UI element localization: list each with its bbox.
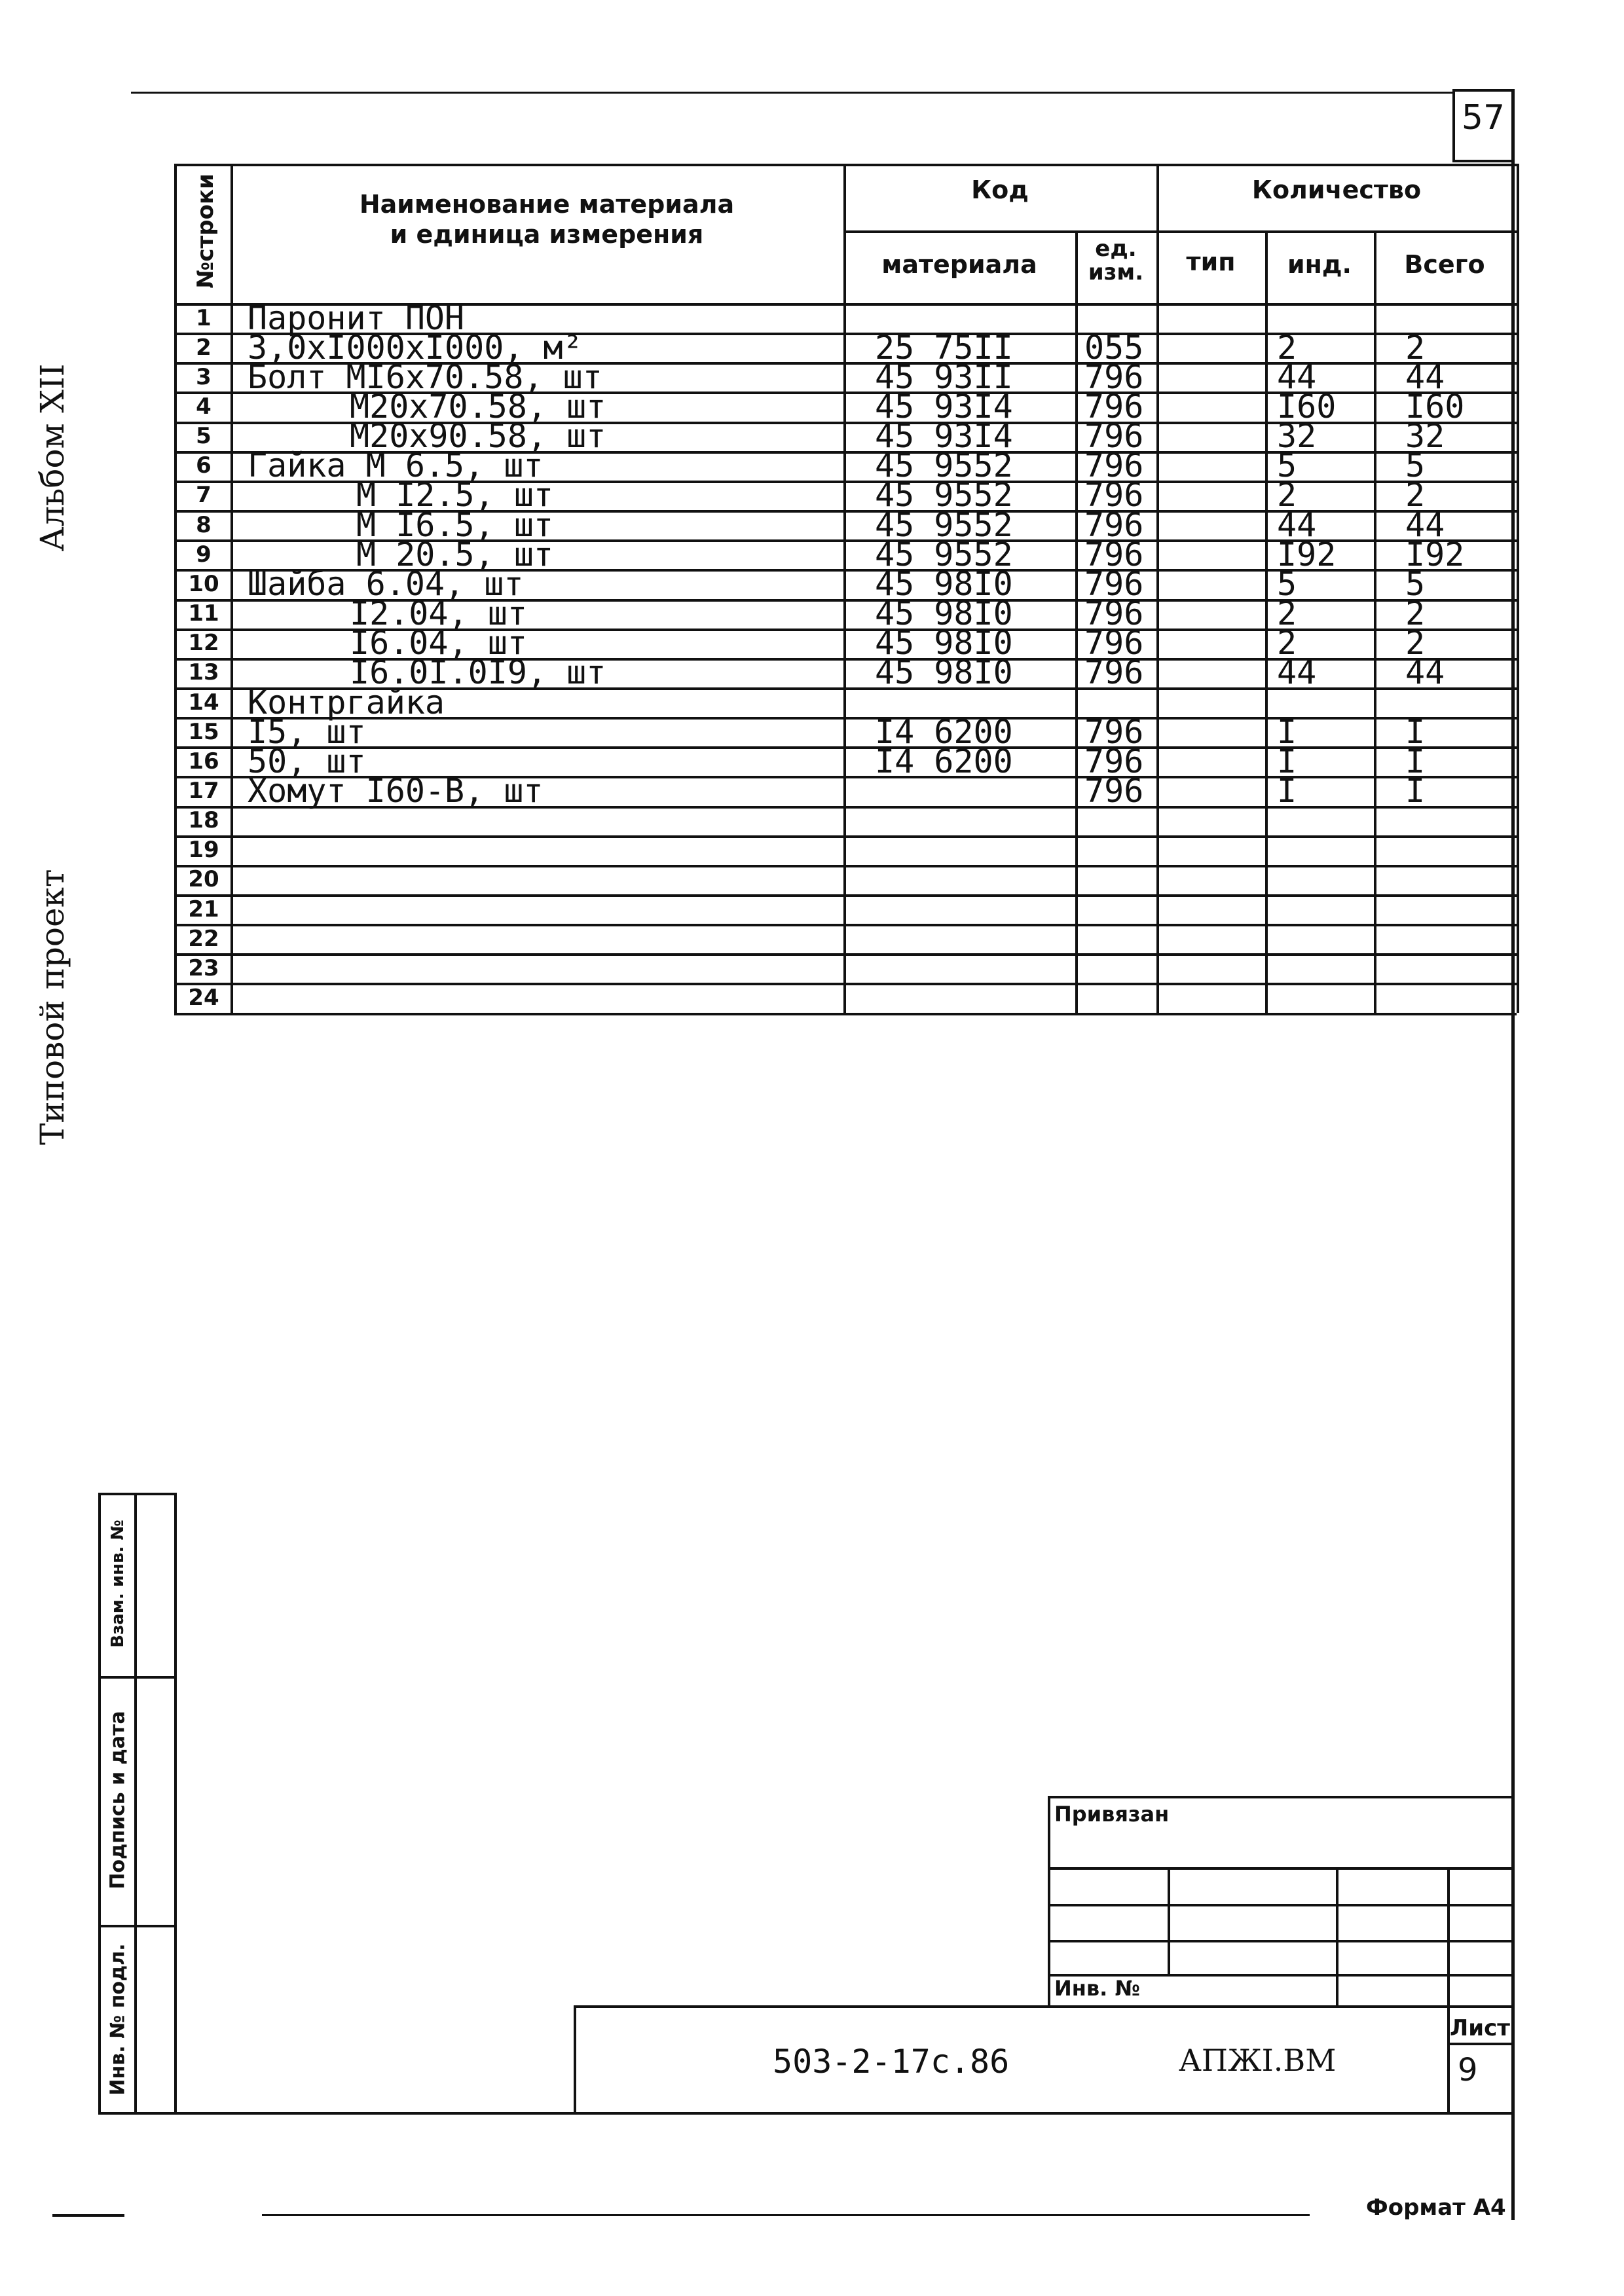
- project-label: Типовой проект: [33, 869, 71, 1145]
- unit-code: [1078, 806, 1154, 835]
- row-number: 19: [188, 837, 219, 864]
- quantity-type: [1159, 481, 1263, 510]
- material-name: I6.0I.0I9, шт: [350, 653, 606, 692]
- quantity-total: [1376, 894, 1514, 924]
- quantity-type: [1159, 303, 1263, 333]
- row-number: 6: [196, 452, 212, 479]
- material-name: [233, 983, 841, 1012]
- row-number: 21: [188, 896, 219, 922]
- unit-code: 796: [1084, 742, 1144, 780]
- row-number: 14: [188, 689, 219, 716]
- sheet-label: Лист: [1450, 2015, 1510, 2041]
- bound-label: Привязан: [1054, 1802, 1170, 1827]
- unit-code: [1078, 894, 1154, 924]
- header-material: материала: [881, 250, 1037, 279]
- row-number: 18: [188, 807, 219, 834]
- quantity-total: I60: [1405, 388, 1465, 426]
- quantity-total: [1376, 865, 1514, 894]
- header-total: Всего: [1404, 250, 1485, 279]
- quantity-ind: [1268, 835, 1371, 865]
- unit-code: 796: [1084, 771, 1144, 810]
- row-number: 23: [188, 955, 219, 981]
- material-code: 45 9552: [875, 535, 1013, 574]
- header-name: Наименование материала и единица измерения: [359, 190, 735, 249]
- sheet-divider: [1447, 2043, 1514, 2045]
- quantity-type: [1159, 746, 1263, 776]
- material-name: I6.04, шт: [350, 624, 527, 663]
- quantity-total: 2: [1405, 594, 1426, 633]
- row-number: 8: [196, 511, 212, 538]
- row-number: 7: [196, 482, 212, 509]
- unit-code: 796: [1084, 417, 1144, 456]
- material-code: [846, 835, 1073, 865]
- quantity-ind: [1268, 924, 1371, 953]
- material-name: [233, 894, 841, 924]
- quantity-type: [1159, 806, 1263, 835]
- header-mid-line: [843, 230, 1517, 233]
- material-code: 45 98I0: [875, 624, 1013, 663]
- quantity-ind: 2: [1277, 624, 1297, 663]
- quantity-ind: [1268, 865, 1371, 894]
- material-code: [846, 953, 1073, 983]
- tb-line-3: [1048, 1940, 1514, 1942]
- row-number: 12: [188, 630, 219, 657]
- unit-code: 796: [1084, 712, 1144, 751]
- quantity-total: [1376, 924, 1514, 953]
- quantity-type: [1159, 894, 1263, 924]
- lower-bottom-border: [98, 2112, 1514, 2115]
- quantity-total: 2: [1405, 476, 1426, 515]
- row-number: 17: [188, 777, 219, 804]
- unit-code: [1078, 953, 1154, 983]
- stamp-divider-1: [98, 1676, 177, 1679]
- quantity-ind: 2: [1277, 476, 1297, 515]
- unit-code: 796: [1084, 505, 1144, 544]
- material-name: [233, 924, 841, 953]
- material-name: I5, шт: [248, 712, 366, 751]
- quantity-type: [1159, 953, 1263, 983]
- quantity-total: I92: [1405, 535, 1465, 574]
- material-name: М I6.5, шт: [356, 505, 554, 544]
- quantity-type: [1159, 658, 1263, 687]
- material-code: 45 93I4: [875, 388, 1013, 426]
- material-code: [846, 894, 1073, 924]
- top-rule: [131, 92, 1454, 94]
- unit-code: 796: [1084, 564, 1144, 603]
- material-code: 45 93II: [875, 357, 1013, 396]
- stamp-inner-line: [134, 1493, 137, 2115]
- tb-col-3: [1447, 1867, 1450, 2112]
- quantity-type: [1159, 687, 1263, 717]
- material-code: [846, 865, 1073, 894]
- row-number: 10: [188, 570, 219, 597]
- quantity-type: [1159, 629, 1263, 658]
- quantity-ind: [1268, 953, 1371, 983]
- row-number: 3: [196, 363, 212, 390]
- tb-line-1: [1048, 1867, 1514, 1870]
- header-ind: инд.: [1287, 250, 1352, 279]
- quantity-total: 5: [1405, 446, 1426, 485]
- quantity-type: [1159, 569, 1263, 598]
- material-name: М 20.5, шт: [356, 535, 554, 574]
- quantity-ind: 5: [1277, 564, 1297, 603]
- doc-block-top: [574, 2005, 1514, 2008]
- material-code: [846, 924, 1073, 953]
- quantity-ind: I: [1277, 712, 1297, 751]
- material-name: Хомут I60-В, шт: [248, 771, 544, 810]
- quantity-type: [1159, 510, 1263, 539]
- quantity-total: [1376, 303, 1514, 333]
- quantity-total: 32: [1405, 417, 1445, 456]
- inv-no-label: Инв. №: [1054, 1976, 1140, 2001]
- quantity-type: [1159, 924, 1263, 953]
- unit-code: 796: [1084, 653, 1144, 692]
- material-code: I4 6200: [875, 742, 1013, 780]
- doc-block-left: [574, 2005, 576, 2114]
- quantity-total: [1376, 687, 1514, 717]
- doc-mark: АПЖI.ВМ: [1179, 2043, 1337, 2078]
- row-number: 13: [188, 659, 219, 686]
- page-number: 57: [1461, 98, 1505, 137]
- row-number: 16: [188, 748, 219, 774]
- row-number: 22: [188, 925, 219, 952]
- quantity-total: 2: [1405, 624, 1426, 663]
- quantity-type: [1159, 539, 1263, 569]
- unit-code: 796: [1084, 446, 1144, 485]
- row-number: 11: [188, 600, 219, 627]
- material-code: 45 9552: [875, 446, 1013, 485]
- quantity-type: [1159, 392, 1263, 421]
- material-code: [846, 776, 1073, 805]
- row-line: [174, 1013, 1517, 1015]
- unit-code: [1078, 924, 1154, 953]
- material-code: [846, 983, 1073, 1012]
- material-name: М I2.5, шт: [356, 476, 554, 515]
- material-name: 3,0xI000xI000, м²: [248, 328, 583, 367]
- quantity-total: [1376, 983, 1514, 1012]
- unit-code: 796: [1084, 357, 1144, 396]
- quantity-total: 2: [1405, 328, 1426, 367]
- row-number: 1: [196, 304, 212, 331]
- quantity-ind: 5: [1277, 446, 1297, 485]
- sheet-number: 9: [1458, 2052, 1478, 2088]
- quantity-total: I: [1405, 712, 1426, 751]
- quantity-total: 44: [1405, 357, 1445, 396]
- stamp-inv-orig: Инв. № подл.: [106, 1943, 130, 2096]
- material-name: Контргайка: [248, 683, 445, 721]
- bottom-rule-long: [262, 2214, 1310, 2216]
- material-code: 45 93I4: [875, 417, 1013, 456]
- bottom-rule-short: [52, 2214, 124, 2217]
- lower-left-border: [174, 1683, 177, 2115]
- material-code: [846, 806, 1073, 835]
- material-name: Паронит ПОН: [248, 299, 465, 337]
- material-code: 45 98I0: [875, 594, 1013, 633]
- tb-col-1: [1168, 1867, 1170, 1974]
- quantity-ind: 2: [1277, 328, 1297, 367]
- tb-top: [1048, 1796, 1514, 1798]
- quantity-type: [1159, 983, 1263, 1012]
- quantity-type: [1159, 362, 1263, 392]
- material-code: 45 98I0: [875, 564, 1013, 603]
- column-line: [1517, 164, 1519, 1013]
- quantity-ind: I: [1277, 771, 1297, 810]
- header-row-no: №строки: [193, 173, 219, 289]
- material-code: 45 9552: [875, 505, 1013, 544]
- quantity-total: [1376, 953, 1514, 983]
- quantity-type: [1159, 865, 1263, 894]
- album-label: Альбом XII: [33, 363, 71, 552]
- quantity-type: [1159, 599, 1263, 629]
- unit-code: 796: [1084, 476, 1144, 515]
- quantity-ind: I92: [1277, 535, 1337, 574]
- header-unit: ед. изм.: [1088, 236, 1144, 285]
- quantity-ind: 2: [1277, 594, 1297, 633]
- quantity-type: [1159, 422, 1263, 451]
- unit-code: 796: [1084, 624, 1144, 663]
- quantity-ind: 32: [1277, 417, 1317, 456]
- quantity-ind: I60: [1277, 388, 1337, 426]
- row-number: 4: [196, 393, 212, 420]
- material-code: I4 6200: [875, 712, 1013, 751]
- stamp-sign-date: Подпись и дата: [106, 1711, 130, 1889]
- quantity-total: 44: [1405, 505, 1445, 544]
- material-name: [233, 806, 841, 835]
- row-number: 15: [188, 718, 219, 745]
- quantity-ind: [1268, 894, 1371, 924]
- quantity-ind: 44: [1277, 357, 1317, 396]
- material-name: М20x90.58, шт: [350, 417, 606, 456]
- material-name: [233, 835, 841, 865]
- header-type: тип: [1186, 247, 1236, 276]
- material-name: Болт МI6x70.58, шт: [248, 357, 602, 396]
- material-code: 45 98I0: [875, 653, 1013, 692]
- stamp-divider-2: [98, 1925, 177, 1927]
- quantity-total: I: [1405, 771, 1426, 810]
- quantity-total: I: [1405, 742, 1426, 780]
- row-number: 9: [196, 541, 212, 568]
- tb-col-2: [1336, 1867, 1338, 2005]
- quantity-total: 44: [1405, 653, 1445, 692]
- quantity-ind: [1268, 806, 1371, 835]
- quantity-type: [1159, 835, 1263, 865]
- material-name: I2.04, шт: [350, 594, 527, 633]
- unit-code: 796: [1084, 388, 1144, 426]
- quantity-total: [1376, 806, 1514, 835]
- quantity-type: [1159, 717, 1263, 746]
- tb-line-2: [1048, 1904, 1514, 1906]
- material-name: 50, шт: [248, 742, 366, 780]
- doc-code: 503-2-17с.86: [773, 2043, 1010, 2081]
- header-quantity: Количество: [1251, 175, 1422, 204]
- row-number: 20: [188, 866, 219, 893]
- unit-code: 796: [1084, 594, 1144, 633]
- quantity-type: [1159, 333, 1263, 362]
- unit-code: [1078, 835, 1154, 865]
- header-code: Код: [971, 175, 1029, 204]
- row-number: 5: [196, 423, 212, 450]
- quantity-type: [1159, 451, 1263, 481]
- unit-code: 796: [1084, 535, 1144, 574]
- quantity-total: 5: [1405, 564, 1426, 603]
- unit-code: [1078, 865, 1154, 894]
- quantity-total: [1376, 835, 1514, 865]
- material-name: [233, 953, 841, 983]
- quantity-ind: [1268, 983, 1371, 1012]
- format-label: Формат А4: [1366, 2195, 1506, 2221]
- material-name: Шайба 6.04, шт: [248, 564, 524, 603]
- material-code: 45 9552: [875, 476, 1013, 515]
- row-number: 24: [188, 985, 219, 1011]
- quantity-ind: 44: [1277, 505, 1317, 544]
- unit-code: [1078, 983, 1154, 1012]
- material-name: Гайка М 6.5, шт: [248, 446, 544, 485]
- quantity-type: [1159, 776, 1263, 805]
- quantity-ind: I: [1277, 742, 1297, 780]
- quantity-ind: 44: [1277, 653, 1317, 692]
- material-name: М20x70.58, шт: [350, 388, 606, 426]
- row-number: 2: [196, 334, 212, 361]
- material-code: 25 75II: [875, 328, 1013, 367]
- unit-code: 055: [1084, 328, 1144, 367]
- stamp-replaced: Взам. инв. №: [108, 1520, 128, 1648]
- material-name: [233, 865, 841, 894]
